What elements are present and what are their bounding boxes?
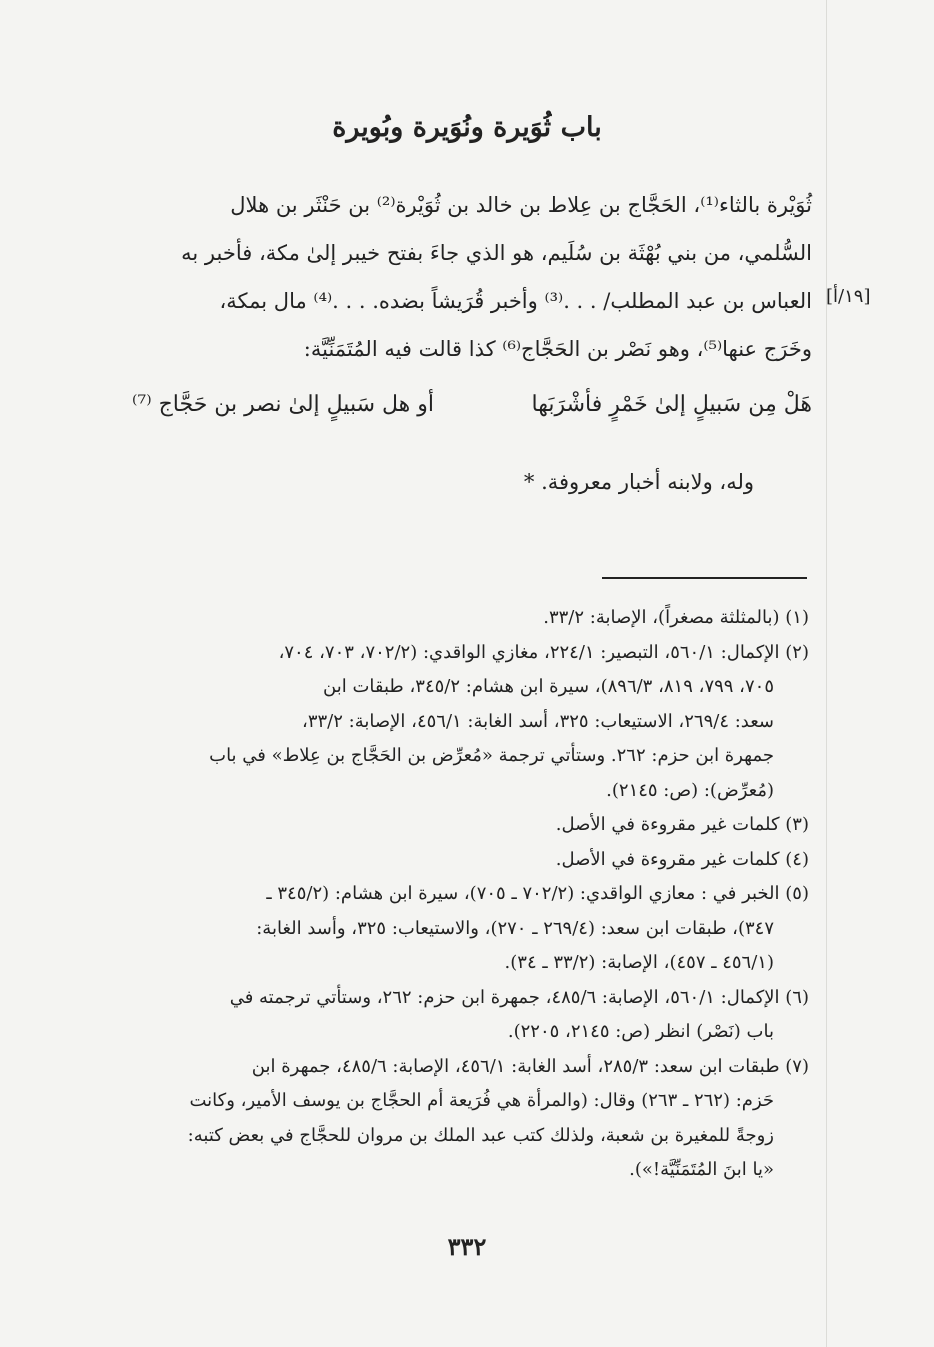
footnote-line: حَزم: (٢٦٢ ـ ٢٦٣) وقال: (والمرأة هي فُرَيعة أم الحجَّاج بن يوسف الأمير، وكانت (189, 1090, 774, 1111)
margin-rule (826, 0, 827, 1347)
footnote-line: (٢) الإكمال: ٥٦٠/١، التبصير: ٢٢٤/١، مغازي الواقدي: (٧٠٢/٢، ٧٠٣، ٧٠٤، (278, 641, 809, 663)
footnote-line: ٧٠٥، ٧٩٩، ٨١٩، ٨٩٦/٣)، سيرة ابن هشام: ٣٤٥/٢، طبقات ابن (323, 676, 774, 697)
footnote-line: (٥) الخبر في : معازي الواقدي: (٧٠٢/٢ ـ ٧٠٥)، سيرة ابن هشام: (٣٤٥/٢ ـ (266, 883, 809, 904)
footnote-line: (٣) كلمات غير مقروءة في الأصل. (555, 814, 809, 835)
footnote-line: (٤٥٦/١ ـ ٤٥٧)، الإصابة: (٣٣/٢ ـ ٣٤). (504, 952, 774, 973)
closing-line: وله، ولابنه أخبار معروفة. * (523, 470, 754, 494)
footnote-line: (١) (بالمثلثة مصغراً)، الإصابة: ٣٣/٢. (543, 607, 809, 628)
footnote-line: جمهرة ابن حزم: ٢٦٢. وستأتي ترجمة «مُعرِّض بن الحَجَّاج بن عِلاط» في باب (209, 745, 774, 766)
body-line-3: العباس بن عبد المطلب/ . . .⁽³⁾ وأخبر قُرَيشاً بضده. . . .⁽⁴⁾ مال بمكة، (219, 289, 812, 313)
footnote-line: (٧) طبقات ابن سعد: ٢٨٥/٣، أسد الغابة: ٤٥٦/١، الإصابة: ٤٨٥/٦، جمهرة ابن (251, 1055, 809, 1077)
body-line-2: السُّلمي، من بني بُهْثَة بن سُلَيم، هو الذي جاءَ بفتح خيبر إلىٰ مكة، فأخبر به (181, 241, 812, 265)
body-line-4: وخَرَج عنها⁽⁵⁾، وهو نَصْر بن الحَجَّاج⁽⁶⁾ كذا قالت فيه المُتَمَنِّيَّة: (303, 337, 812, 361)
footnote-line: باب (نَصْر) انظر (ص: ٢١٤٥، ٢٢٠٥). (507, 1021, 774, 1042)
chapter-title: باب ثُوَيرة ونُوَيرة وبُويرة (332, 112, 602, 143)
footnote-line: (٦) الإكمال: ٥٦٠/١، الإصابة: ٤٨٥/٦، جمهرة ابن حزم: ٢٦٢، وستأتي ترجمته في (229, 986, 809, 1008)
footnote-line: «يا ابنَ المُتَمَنِّيَّة!»). (629, 1159, 774, 1180)
body-line-1: ثُوَيْرة بالثاء⁽¹⁾، الحَجَّاج بن عِلاط بن خالد بن ثُوَيْرة⁽²⁾ بن حَنْثَر بن هلال (230, 193, 812, 217)
page-number: ٣٣٢ (447, 1232, 487, 1261)
footnote-line: سعد: ٢٦٩/٤، الاستيعاب: ٣٢٥، أسد الغابة: ٤٥٦/١، الإصابة: ٣٣/٢، (302, 710, 774, 732)
verse-first-hemistich: هَلْ مِن سَبيلٍ إلىٰ خَمْرٍ فأشْرَبَها (531, 392, 812, 417)
footnote-line: (مُعرِّض): (ص: ٢١٤٥). (606, 779, 774, 801)
manuscript-folio-note: [١٩/أ] (826, 286, 871, 307)
footnote-line: ٣٤٧)، طبقات ابن سعد: (٢٦٩/٤ ـ ٢٧٠)، والاستيعاب: ٣٢٥، وأسد الغابة: (256, 917, 774, 939)
footnote-line: زوجةً للمغيرة بن شعبة، ولذلك كتب عبد الملك بن مروان للحجَّاج في بعض كتبه: (187, 1124, 774, 1146)
verse-second-hemistich: أو هل سَبيلٍ إلىٰ نصر بن حَجَّاج ⁽⁷⁾ (131, 392, 434, 417)
footnote-line: (٤) كلمات غير مقروءة في الأصل. (555, 848, 809, 870)
footnote-divider (602, 577, 807, 579)
